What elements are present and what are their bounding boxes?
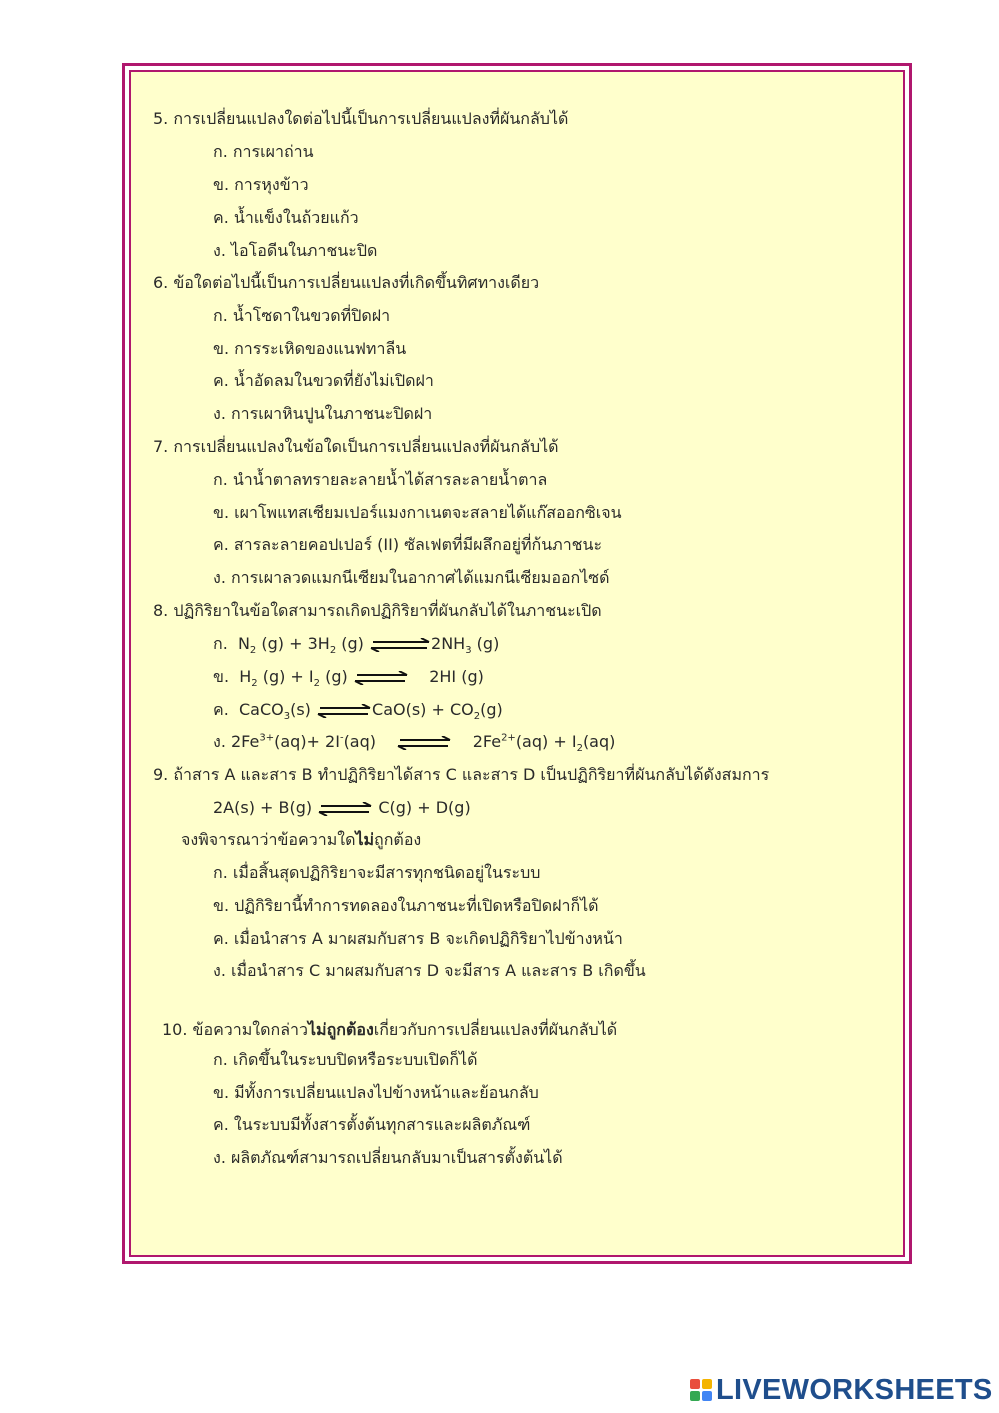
q7-option-a[interactable]: ก. นำน้ำตาลทรายละลายน้ำได้สารละลายน้ำตาล bbox=[213, 470, 548, 489]
equilibrium-arrow-icon bbox=[317, 802, 373, 816]
q6-option-a[interactable]: ก. น้ำโซดาในขวดที่ปิดฝา bbox=[213, 306, 391, 325]
q5-option-d[interactable]: ง. ไอโอดีนในภาชนะปิด bbox=[213, 241, 378, 260]
q6-option-c[interactable]: ค. น้ำอัดลมในขวดที่ยังไม่เปิดฝา bbox=[213, 371, 434, 390]
q6-option-d[interactable]: ง. การเผาหินปูนในภาชนะปิดฝา bbox=[213, 404, 433, 423]
q9-equation: 2A(s) + B(g) C(g) + D(g) bbox=[213, 798, 471, 817]
liveworksheets-logo[interactable] bbox=[690, 1374, 993, 1406]
q9-option-c[interactable]: ค. เมื่อนำสาร A มาผสมกับสาร B จะเกิดปฏิกิริยาไปข้างหน้า bbox=[213, 929, 623, 948]
q9-option-a[interactable]: ก. เมื่อสิ้นสุดปฏิกิริยาจะมีสารทุกชนิดอยู่ในระบบ bbox=[213, 863, 541, 882]
q9-option-b[interactable]: ข. ปฏิกิริยานี้ทำการทดลองในภาชนะที่เปิดหรือปิดฝาก็ได้ bbox=[213, 896, 599, 915]
q5-option-b[interactable]: ข. การหุงข้าว bbox=[213, 175, 309, 194]
q8-option-a[interactable]: ก. $N_2$ $(g) + 3H_2$ (g) $2NH_3$ (g) bbox=[213, 634, 500, 657]
equilibrium-arrow-icon bbox=[369, 638, 431, 652]
q9-option-d[interactable]: ง. เมื่อนำสาร C มาผสมกับสาร D จะมีสาร A และสาร B เกิดขึ้น bbox=[213, 961, 646, 980]
q10-option-b[interactable]: ข. มีทั้งการเปลี่ยนแปลงไปข้างหน้าและย้อนกลับ bbox=[213, 1083, 539, 1102]
question-9: 9. ถ้าสาร A และสาร B ทำปฏิกิริยาได้สาร C และสาร D เป็นปฏิกิริยาที่ผันกลับได้ดังสมการ bbox=[153, 765, 770, 784]
question-8: 8. ปฏิกิริยาในข้อใดสามารถเกิดปฏิกิริยาที่ผันกลับได้ในภาชนะเปิด bbox=[153, 601, 602, 620]
q10-option-d[interactable]: ง. ผลิตภัณฑ์สามารถเปลี่ยนกลับมาเป็นสารตั้งต้นได้ bbox=[213, 1148, 563, 1167]
question-7: 7. การเปลี่ยนแปลงในข้อใดเป็นการเปลี่ยนแปลงที่ผันกลับได้ bbox=[153, 437, 559, 456]
q10-option-c[interactable]: ค. ในระบบมีทั้งสารตั้งต้นทุกสารและผลิตภัณฑ์ bbox=[213, 1115, 531, 1134]
q6-option-b[interactable]: ข. การระเหิดของแนฟทาลีน bbox=[213, 339, 407, 358]
liveworksheets-logo-icon bbox=[690, 1379, 712, 1401]
equilibrium-arrow-icon bbox=[316, 704, 372, 718]
logo-text: LIVEWORKSHEETS bbox=[716, 1373, 993, 1406]
question-6: 6. ข้อใดต่อไปนี้เป็นการเปลี่ยนแปลงที่เกิดขึ้นทิศทางเดียว bbox=[153, 273, 540, 292]
equilibrium-arrow-icon bbox=[396, 736, 452, 750]
q8-option-c[interactable]: ค. CaCO$_3$(s) $CaO(s) + CO_2(g)$ bbox=[213, 700, 503, 723]
q10-option-a[interactable]: ก. เกิดขึ้นในระบบปิดหรือระบบเปิดก็ได้ bbox=[213, 1050, 478, 1069]
q5-option-a[interactable]: ก. การเผาถ่าน bbox=[213, 142, 314, 161]
q7-option-c[interactable]: ค. สารละลายคอปเปอร์ (II) ซัลเฟตที่มีผลึกอยู่ที่ก้นภาชนะ bbox=[213, 535, 603, 554]
equilibrium-arrow-icon bbox=[353, 671, 409, 685]
question-5: 5. การเปลี่ยนแปลงใดต่อไปนี้เป็นการเปลี่ยนแปลงที่ผันกลับได้ bbox=[153, 109, 569, 128]
q7-option-b[interactable]: ข. เผาโพแทสเซียมเปอร์แมงกาเนตจะสลายได้แก๊สออกซิเจน bbox=[213, 503, 622, 522]
q9-instruction: จงพิจารณาว่าข้อความใดไม่ถูกต้อง bbox=[181, 830, 422, 849]
question-10: 10. ข้อความใดกล่าวไม่ถูกต้องเกี่ยวกับการเปลี่ยนแปลงที่ผันกลับได้ bbox=[162, 1020, 618, 1039]
q8-option-d[interactable]: ง. $2Fe^{3+}(aq)+ 2I^-(aq)$ $2Fe^{2+}(aq) + I_2(aq)$ bbox=[213, 732, 616, 755]
q5-option-c[interactable]: ค. น้ำแข็งในถ้วยแก้ว bbox=[213, 208, 359, 227]
q7-option-d[interactable]: ง. การเผาลวดแมกนีเซียมในอากาศได้แมกนีเซียมออกไซด์ bbox=[213, 568, 610, 587]
q8-option-b[interactable]: ข. $H_2$ $(g) + I_2$ (g) 2HI (g) bbox=[213, 667, 484, 690]
